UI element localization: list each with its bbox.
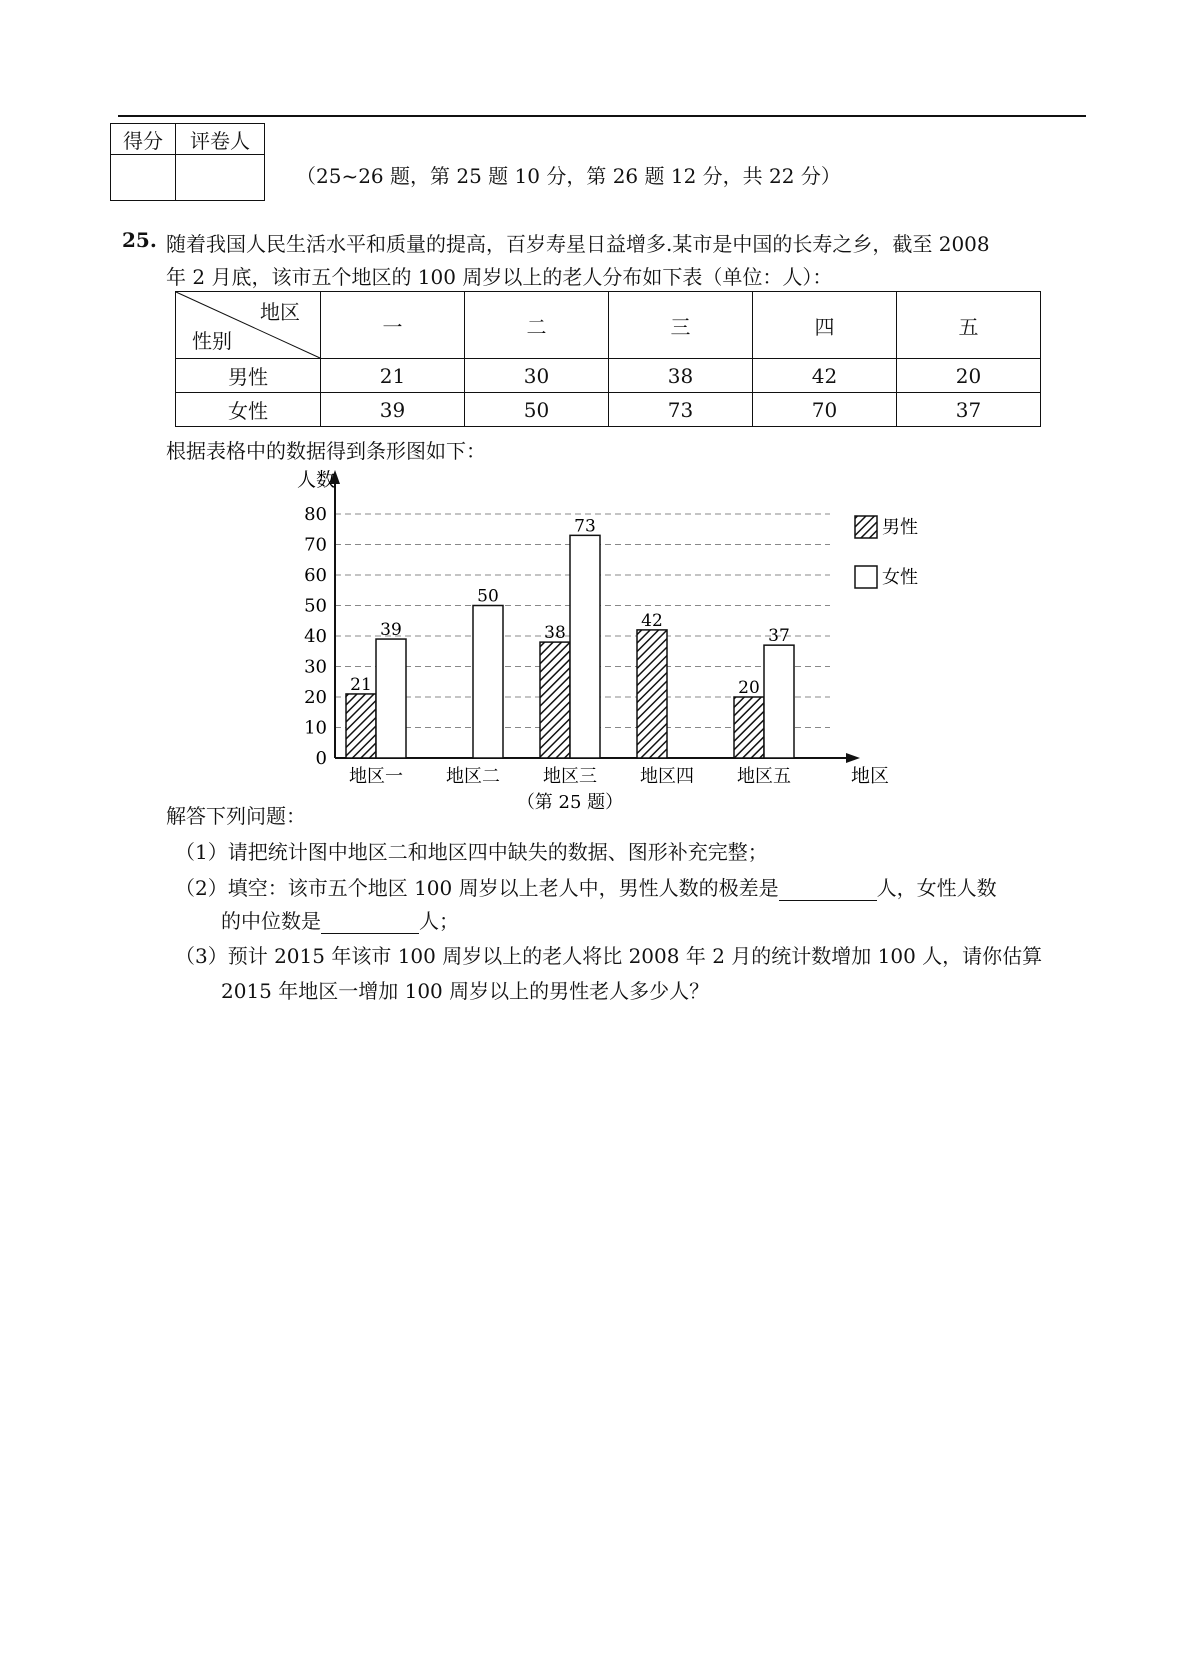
y-tick-label: 80: [304, 504, 327, 525]
sub-question-3-cont: 2015 年地区一增加 100 周岁以上的男性老人多少人？: [221, 979, 710, 1003]
bar-female: [473, 606, 503, 759]
table-row: [176, 393, 1041, 427]
y-tick-label: 70: [304, 534, 327, 556]
distribution-table: [175, 291, 1041, 427]
y-tick-label: 60: [304, 565, 327, 586]
table-corner-cell: [176, 292, 321, 359]
answer-blank-range[interactable]: [779, 880, 877, 901]
bar-female: [376, 639, 406, 758]
table-cell: 70: [753, 393, 897, 427]
col-header: 二: [465, 292, 609, 359]
col-header: 五: [897, 292, 1041, 359]
bar-label: 42: [641, 610, 663, 631]
sub-question-2-text-end: 人，女性人数: [876, 876, 997, 900]
category-label: 地区二: [446, 766, 500, 787]
category-label: 地区三: [543, 766, 597, 787]
row-label: 女性: [176, 393, 321, 427]
sub-question-1: （1）请把统计图中地区二和地区四中缺失的数据、图形补充完整；: [175, 840, 768, 864]
table-cell: 39: [321, 393, 465, 427]
table-cell: 50: [465, 393, 609, 427]
chart-intro: 根据表格中的数据得到条形图如下：: [166, 439, 486, 463]
legend-label-male: 男性: [882, 517, 918, 538]
question-text-line2: 年 2 月底，该市五个地区的 100 周岁以上的老人分布如下表（单位：人）：: [166, 265, 833, 289]
y-tick-label: 40: [304, 626, 327, 647]
bar-male: [734, 697, 764, 758]
col-header: 四: [753, 292, 897, 359]
y-tick-label: 10: [304, 717, 327, 739]
table-cell: 73: [609, 393, 753, 427]
bar-label: 20: [738, 678, 760, 698]
chart-caption: （第 25 题）: [516, 792, 624, 813]
y-axis-label: 人数: [297, 469, 336, 491]
question-number: 25.: [122, 228, 157, 252]
question-text-line1: 随着我国人民生活水平和质量的提高，百岁寿星日益增多.某市是中国的长寿之乡，截至 2008: [166, 232, 990, 256]
x-axis-label: 地区: [850, 765, 890, 787]
legend-swatch-male: [855, 516, 877, 538]
legend-swatch-female: [855, 566, 877, 588]
bar-label: 73: [574, 516, 596, 537]
table-cell: 42: [753, 359, 897, 393]
sub-question-2-cont: [221, 905, 459, 934]
y-tick-label: 0: [315, 748, 327, 769]
table-row: [176, 359, 1041, 393]
bar-female: [764, 645, 794, 758]
row-label: 男性: [176, 359, 321, 393]
sub-question-2b-end: 人；: [419, 909, 459, 933]
y-tick-label: 20: [304, 687, 327, 708]
section-note: （25~26 题，第 25 题 10 分，第 26 题 12 分，共 22 分）: [296, 164, 841, 188]
score-box: [110, 123, 265, 201]
top-rule: [118, 115, 1086, 117]
bar-chart: [270, 466, 918, 818]
legend-label-female: 女性: [882, 567, 918, 588]
bar-male: [346, 694, 376, 758]
score-cell[interactable]: [111, 155, 176, 201]
bar-label: 38: [544, 623, 566, 644]
sub-question-3: （3）预计 2015 年该市 100 周岁以上的老人将比 2008 年 2 月的统计数增加 100 人，请你估算: [175, 944, 1043, 968]
col-header: 三: [609, 292, 753, 359]
corner-gender-label: 性别: [192, 329, 232, 353]
bar-female: [570, 535, 600, 758]
table-cell: 37: [897, 393, 1041, 427]
category-label: 地区五: [737, 766, 791, 787]
sub-question-2: [175, 872, 997, 901]
category-label: 地区一: [349, 766, 403, 787]
sub-question-2b-text: 的中位数是: [221, 909, 321, 933]
bar-label: 21: [350, 674, 372, 695]
score-header: 得分: [111, 124, 176, 155]
bar-label: 37: [768, 626, 790, 647]
category-label: 地区四: [640, 766, 694, 787]
bar-label: 50: [477, 586, 499, 607]
bar-male: [540, 642, 570, 758]
table-cell: 38: [609, 359, 753, 393]
sub-question-2-text: （2）填空：该市五个地区 100 周岁以上老人中，男性人数的极差是: [175, 876, 779, 900]
table-cell: 20: [897, 359, 1041, 393]
table-cell: 30: [465, 359, 609, 393]
y-tick-label: 30: [304, 656, 327, 678]
bar-male: [637, 630, 667, 758]
bar-label: 39: [380, 620, 402, 641]
answer-header: 解答下列问题：: [166, 804, 306, 828]
x-axis-arrow: [846, 753, 860, 763]
y-tick-label: 50: [304, 595, 327, 617]
col-header: 一: [321, 292, 465, 359]
corner-region-label: 地区: [260, 300, 300, 324]
grader-cell[interactable]: [176, 155, 265, 201]
answer-blank-median[interactable]: [321, 913, 419, 934]
table-cell: 21: [321, 359, 465, 393]
grader-header: 评卷人: [176, 124, 265, 155]
